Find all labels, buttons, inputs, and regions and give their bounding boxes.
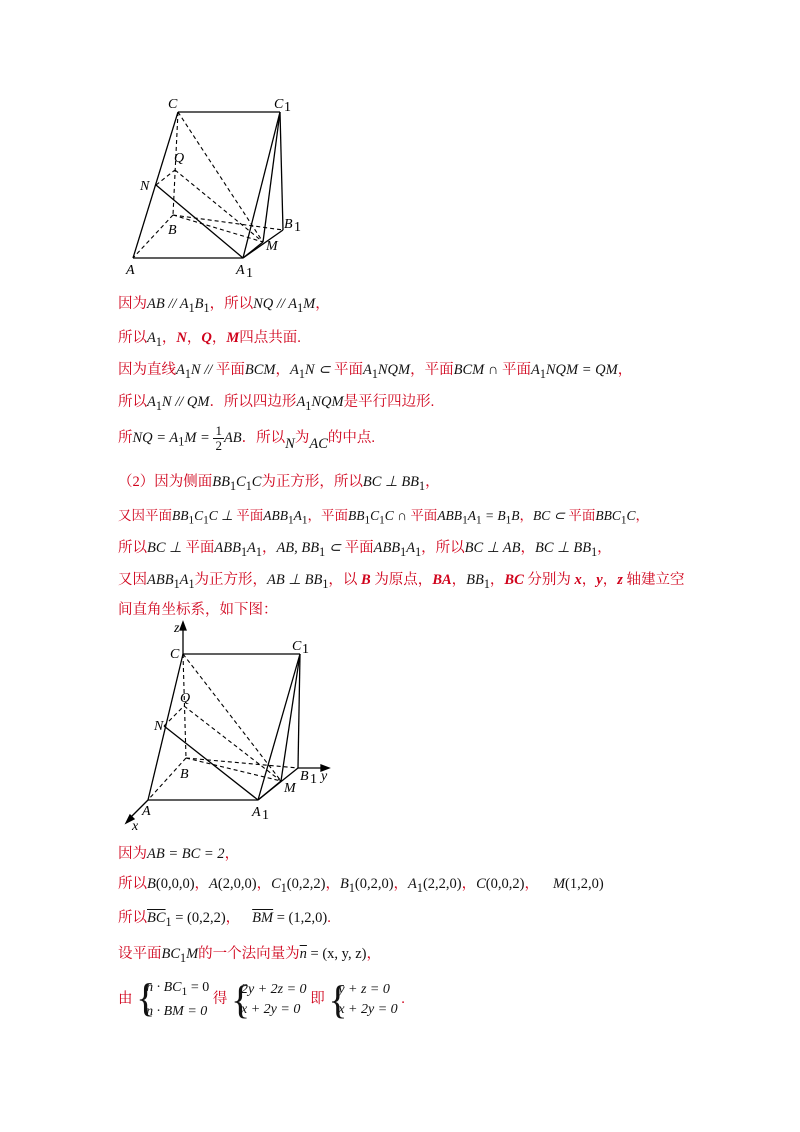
proof-line-11: 因为AB = BC = 2，: [118, 846, 240, 862]
label-B1-sub: 1: [294, 220, 301, 235]
label-A: A: [126, 263, 135, 278]
label-Q: Q: [180, 691, 191, 706]
proof-line-5: 所NQ = $A_1M$ = $\frac{1}{2}$ AB．所以N为AC的中点.: [118, 423, 375, 453]
label-B1: B: [284, 217, 293, 232]
proof-line-6: （2）因为侧面$BB_1C_1C$为正方形，所以BC ⊥ $BB_1$，: [118, 474, 440, 493]
equation-system-2: { 2y + 2z = 0 x + 2y = 0: [231, 976, 307, 1022]
brace-2: {: [231, 976, 251, 1022]
brace-1: {: [136, 975, 156, 1020]
label-C: C: [168, 97, 178, 112]
axis-y-label: y: [321, 769, 328, 784]
equation-system-1: { $n \cdot BC_1 = 0$ n · BM = 0: [136, 975, 210, 1020]
proof-line-4: 所以$A_1N$ // QM．所以四边形$A_1NQM$是平行四边形.: [118, 394, 435, 413]
coordinate-diagram: [118, 618, 338, 833]
proof-line-12: 所以B(0,0,0)，A(2,0,0)，$C_1(0,2,2)$，$B_1(0,2,0)$，$A_1(2,2,0)$，C(0,0,2)， M(1,2,0): [118, 876, 604, 895]
fraction-one-half: $\frac{1}{2}$: [215, 423, 222, 453]
brace-3: {: [328, 976, 348, 1022]
label-C1-sub: 1: [284, 100, 291, 115]
proof-line-10: 间直角坐标系，如下图：: [118, 602, 278, 618]
axis-z-label: z: [174, 621, 180, 636]
proof-line-13: 所以$\overline{BC}_1 = (0,2,2)$， $\overline{BM} = (1,2,0)$.: [118, 910, 331, 929]
label-C1: C: [274, 97, 284, 112]
prism-figure-1: [118, 90, 318, 285]
label-C1: C: [292, 639, 302, 654]
label-C1-sub: 1: [302, 642, 309, 657]
label-A1-sub: 1: [246, 266, 253, 281]
prism-figure-2: [118, 618, 338, 833]
proof-line-3: 因为直线$A_1N$ // 平面BCM，$A_1N$ ⊂ 平面$A_1NQM$，平面BCM ∩ 平面$A_1NQM$ = QM，: [118, 362, 633, 381]
label-M: M: [266, 239, 278, 254]
label-Q: Q: [174, 151, 185, 166]
proof-line-14: 设平面$BC_1M$的一个法向量为$\overline{n} = (x$, y, z)，: [118, 946, 382, 965]
label-B: B: [180, 767, 189, 782]
axis-x-label: x: [132, 819, 139, 833]
equation-system-3: { y + z = 0 x + 2y = 0: [328, 976, 398, 1022]
label-A1: A: [252, 805, 261, 820]
label-B: B: [168, 223, 177, 238]
label-A: A: [142, 804, 151, 819]
proof-line-2: 所以$A_1$，N，Q，M四点共面.: [118, 330, 301, 349]
proof-line-9: 又因$ABB_1A_1$为正方形，AB ⊥ $BB_1$，以 B 为原点，BA，$BB_1$，BC 分别为 x，y，z 轴建立空: [118, 572, 685, 591]
label-N: N: [140, 179, 150, 194]
label-B1: B: [300, 769, 309, 784]
label-A1: A: [236, 263, 245, 278]
proof-line-7: 又因平面$BB_1C_1C$ ⊥ 平面$ABB_1A_1$，平面$BB_1C_1C$ ∩ 平面$ABB_1A_1 = B_1B$，BC ⊂ 平面$BBC_1C$，: [118, 508, 649, 527]
proof-line-15: 由 { $n \cdot BC_1 = 0$ n · BM = 0 得 { 2y + 2z = 0 x + 2y = 0 即 { y + z = 0 x + 2y = 0 .: [118, 975, 405, 1022]
prism-diagram-1: [118, 90, 318, 285]
label-B1-sub: 1: [310, 772, 317, 787]
label-N: N: [154, 719, 164, 734]
proof-line-8: 所以BC ⊥ 平面$ABB_1A_1$，AB, $BB_1$ ⊂ 平面$ABB_1A_1$，所以BC ⊥ AB，BC ⊥ $BB_1$，: [118, 540, 612, 559]
label-C: C: [170, 647, 180, 662]
label-A1-sub: 1: [262, 808, 269, 823]
proof-line-1: 因为AB // $A_1B_1$，所以NQ // $A_1M$，: [118, 296, 330, 315]
label-M: M: [284, 781, 296, 796]
